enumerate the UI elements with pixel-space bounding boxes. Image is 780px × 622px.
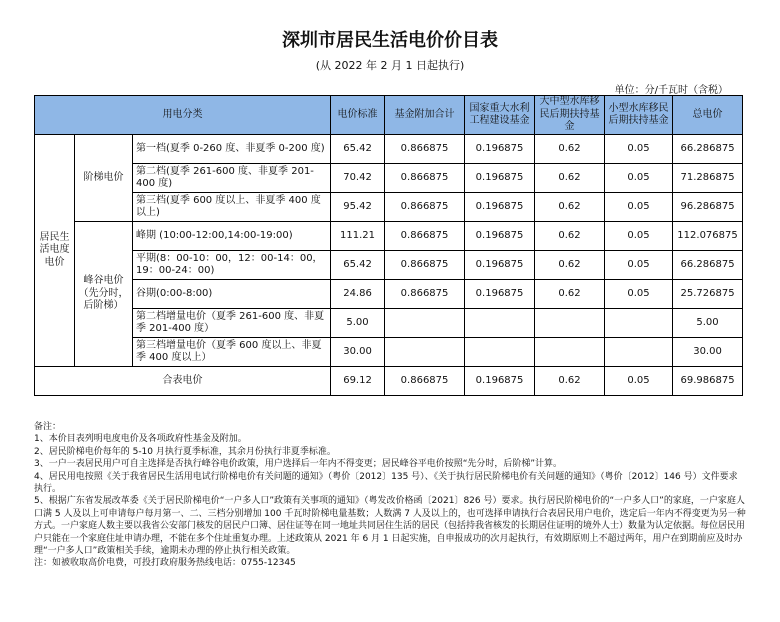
header-large-reservoir-fund: 大中型水库移民后期扶持基金	[535, 96, 605, 135]
large-reservoir-fund: 0.62	[535, 135, 605, 164]
note-item: 3、一户一表居民用户可自主选择是否执行峰谷电价政策，用户选择后一年内不得变更；居民峰谷平电价按照“先分时，后阶梯”计算。	[34, 459, 563, 470]
base-price: 65.42	[331, 135, 385, 164]
total-price: 5.00	[673, 309, 743, 338]
note-item: 2、居民阶梯电价每年的 5-10 月执行夏季标准，其余月份执行非夏季标准。	[34, 446, 336, 457]
small-reservoir-fund: 0.05	[605, 251, 673, 280]
small-reservoir-fund: 0.05	[605, 222, 673, 251]
total-price: 25.726875	[673, 280, 743, 309]
row-name: 第三档增量电价（夏季 600 度以上、非夏季 400 度以上）	[133, 338, 331, 367]
header-fund-surcharge: 基金附加合计	[385, 96, 465, 135]
tou-label: 峰谷电价（先分时，后阶梯）	[75, 222, 133, 367]
table-row	[35, 280, 743, 309]
group-label: 居民生活电度电价	[35, 135, 75, 367]
large-reservoir-fund: 0.62	[535, 222, 605, 251]
table-row	[35, 164, 743, 193]
fund-surcharge: 0.866875	[385, 164, 465, 193]
base-price: 70.42	[331, 164, 385, 193]
small-reservoir-fund: 0.05	[605, 135, 673, 164]
water-project-fund: 0.196875	[465, 164, 535, 193]
effective-date: (从 2022 年 2 月 1 日起执行)	[315, 59, 465, 72]
total-price: 96.286875	[673, 193, 743, 222]
total-price: 71.286875	[673, 164, 743, 193]
empty-cell	[385, 338, 465, 367]
hotline-note: 注：如被收取高价电费，可投打政府服务热线电话：0755-12345	[34, 558, 296, 569]
large-reservoir-fund: 0.62	[535, 193, 605, 222]
header-water-project-fund: 国家重大水利工程建设基金	[465, 96, 535, 135]
small-reservoir-fund: 0.05	[605, 164, 673, 193]
empty-cell	[465, 309, 535, 338]
table-row	[35, 135, 743, 164]
large-reservoir-fund: 0.62	[535, 280, 605, 309]
fund-surcharge: 0.866875	[385, 251, 465, 280]
empty-cell	[535, 309, 605, 338]
fund-surcharge: 0.866875	[385, 222, 465, 251]
row-name: 合表电价	[35, 367, 331, 396]
base-price: 24.86	[331, 280, 385, 309]
header-base-price: 电价标准	[331, 96, 385, 135]
table-row	[35, 367, 743, 396]
fund-surcharge: 0.866875	[385, 367, 465, 396]
row-name: 第三档(夏季 600 度以上、非夏季 400 度以上)	[133, 193, 331, 222]
water-project-fund: 0.196875	[465, 135, 535, 164]
water-project-fund: 0.196875	[465, 280, 535, 309]
base-price: 69.12	[331, 367, 385, 396]
header-category: 用电分类	[35, 96, 331, 135]
large-reservoir-fund: 0.62	[535, 251, 605, 280]
fund-surcharge: 0.866875	[385, 193, 465, 222]
note-item: 1、本价目表列明电度电价及各项政府性基金及附加。	[34, 434, 247, 445]
row-name: 平期(8：00-10：00，12：00-14：00，19：00-24：00)	[133, 251, 331, 280]
small-reservoir-fund: 0.05	[605, 193, 673, 222]
table-row	[35, 338, 743, 367]
small-reservoir-fund: 0.05	[605, 367, 673, 396]
notes-heading: 备注：	[34, 422, 62, 432]
notes-section	[34, 421, 746, 570]
total-price: 69.986875	[673, 367, 743, 396]
unit-label: 单位：分/千瓦时（含税）	[614, 85, 728, 96]
total-price: 66.286875	[673, 251, 743, 280]
empty-cell	[385, 309, 465, 338]
page-title: 深圳市居民生活电价价目表	[282, 30, 498, 51]
note-item: 5、根据广东省发展改革委《关于居民阶梯电价“一户多人口”政策有关事项的通知》（粤发改价格函〔2021〕826 号）要求。执行居民阶梯电价的“一户多人口”的家庭，一户家庭人口满 5 人及以上可申请每户每月第一、二、三档分别增加 100 千瓦时阶梯电量基数；人数满 7 人及以上的，也可选择申请执行合表居民用户电价，选定后一年内不得变更为另一种方式。一户家庭人数主要以我省公安部门核发的居民户口簿、居住证等在同一地址共同居住生活的居民（包括持我省核发的长期居住证明的境外人士）数量为认定依据。每位居民用户只能在一个家庭住址申请办理，不能在多个住址重复办理。上述政策从 2021 年 6 月 1 日起实施，自申报成功的次月起执行，有效期原则上不超过两年，用户在到期前应及时办理“一户多人口”政策相关手续，逾期未办理的停止执行相关政策。	[34, 496, 746, 557]
base-price: 5.00	[331, 309, 385, 338]
fund-surcharge: 0.866875	[385, 280, 465, 309]
base-price: 111.21	[331, 222, 385, 251]
header-row	[35, 96, 743, 135]
header-total-price: 总电价	[673, 96, 743, 135]
empty-cell	[605, 309, 673, 338]
header-small-reservoir-fund: 小型水库移民后期扶持基金	[605, 96, 673, 135]
large-reservoir-fund: 0.62	[535, 367, 605, 396]
row-name: 峰期 (10:00-12:00,14:00-19:00)	[133, 222, 331, 251]
water-project-fund: 0.196875	[465, 222, 535, 251]
price-table	[34, 95, 743, 396]
total-price: 112.076875	[673, 222, 743, 251]
table-row	[35, 251, 743, 280]
empty-cell	[535, 338, 605, 367]
empty-cell	[465, 338, 535, 367]
base-price: 30.00	[331, 338, 385, 367]
base-price: 65.42	[331, 251, 385, 280]
row-name: 第一档(夏季 0-260 度、非夏季 0-200 度)	[133, 135, 331, 164]
total-price: 66.286875	[673, 135, 743, 164]
water-project-fund: 0.196875	[465, 193, 535, 222]
fund-surcharge: 0.866875	[385, 135, 465, 164]
row-name: 第二档增量电价（夏季 261-600 度、非夏季 201-400 度）	[133, 309, 331, 338]
water-project-fund: 0.196875	[465, 251, 535, 280]
base-price: 95.42	[331, 193, 385, 222]
row-name: 第二档(夏季 261-600 度、非夏季 201-400 度)	[133, 164, 331, 193]
large-reservoir-fund: 0.62	[535, 164, 605, 193]
water-project-fund: 0.196875	[465, 367, 535, 396]
note-item: 4、居民用电按照《关于我省居民生活用电试行阶梯电价有关问题的通知》（粤价〔2012〕135 号）、《关于执行居民阶梯电价有关问题的通知》（粤价〔2012〕146 号）文件要求执行。	[34, 471, 738, 495]
row-name: 谷期(0:00-8:00)	[133, 280, 331, 309]
table-row	[35, 309, 743, 338]
table-row	[35, 222, 743, 251]
total-price: 30.00	[673, 338, 743, 367]
empty-cell	[605, 338, 673, 367]
tiered-label: 阶梯电价	[75, 135, 133, 222]
table-row	[35, 193, 743, 222]
small-reservoir-fund: 0.05	[605, 280, 673, 309]
